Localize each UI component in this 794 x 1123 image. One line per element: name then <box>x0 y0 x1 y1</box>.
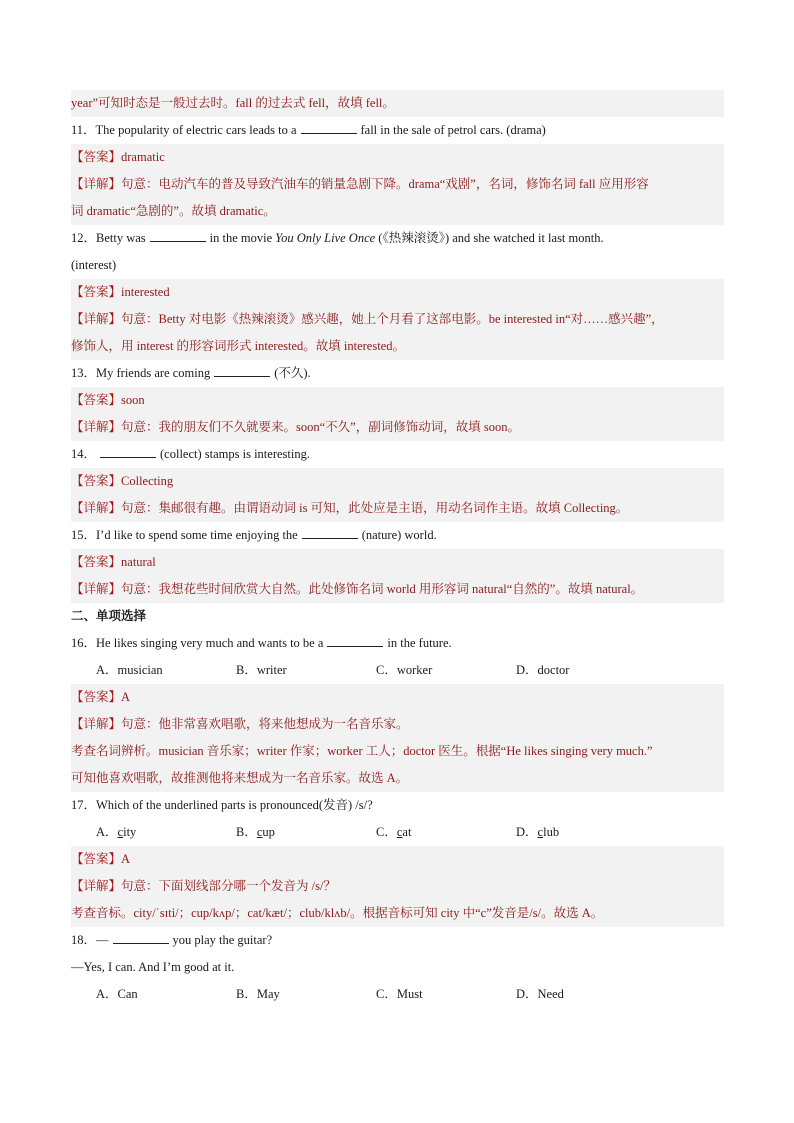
question-text: (不久). <box>274 366 311 380</box>
answer-line <box>71 90 724 117</box>
option-choice <box>96 819 236 846</box>
answer-line <box>71 414 724 441</box>
question-line <box>71 927 724 954</box>
question-text: in the future. <box>387 636 452 650</box>
answer-text: 词 dramatic“急剧的”。故填 dramatic。 <box>71 204 276 218</box>
answer-line <box>71 765 724 792</box>
answer-text: 句意：集邮很有趣。由谓语动词 is 可知，此处应是主语，用动名词作主语。故填 Collecting。 <box>121 501 629 515</box>
answer-text: 句意：他非常喜欢唱歌，将来他想成为一名音乐家。 <box>121 717 409 731</box>
answer-line <box>71 549 724 576</box>
option-choice: D．Need <box>516 987 564 1001</box>
option-choice: B．writer <box>236 663 287 677</box>
question-text: My friends are coming <box>96 366 211 380</box>
answer-line <box>71 873 724 900</box>
text-line: (interest) <box>71 258 117 272</box>
answer-text: 可知他喜欢唱歌，故推测他将来想成为一名音乐家。故选 A。 <box>71 771 409 785</box>
answer-text: 句意：电动汽车的普及导致汽油车的销量急剧下降。drama“戏剧”，名词，修饰名词 fall 应用形容 <box>121 177 649 191</box>
answer-line <box>71 711 724 738</box>
answer-text: 句意：我的朋友们不久就要来。soon“不久”，副词修饰动词，故填 soon。 <box>121 420 520 434</box>
answer-tag: 【答案】 <box>71 555 122 569</box>
option-choice <box>376 819 516 846</box>
question-number: 16． <box>71 636 97 650</box>
question-line <box>71 225 724 252</box>
answer-line <box>71 846 724 873</box>
answer-line <box>71 144 724 171</box>
option-letter: A． <box>96 825 118 839</box>
answer-line <box>71 495 724 522</box>
question-text: Betty was <box>96 231 146 245</box>
option-rest: lub <box>543 825 560 839</box>
answer-text: year”可知时态是一般过去时。fall 的过去式 fell，故填 fell。 <box>71 96 395 110</box>
answer-text: 考查音标。city/ˈsɪti/；cup/kʌp/；cat/kæt/；club/klʌb/。根据音标可知 city 中“c”发音是/s/。故选 A。 <box>71 906 604 920</box>
question-line <box>71 522 724 549</box>
answer-line <box>71 279 724 306</box>
option-choice <box>236 819 376 846</box>
answer-tag: 【详解】 <box>71 312 122 326</box>
option-letter: B． <box>236 825 257 839</box>
answer-tag: 【答案】 <box>71 852 122 866</box>
option-choice <box>516 819 656 846</box>
answer-tag: 【答案】 <box>71 150 122 164</box>
answer-tag: 【详解】 <box>71 501 122 515</box>
question-line <box>71 117 724 144</box>
question-text: in the movie <box>209 231 276 245</box>
question-line <box>71 441 724 468</box>
answer-blank <box>100 445 156 458</box>
answer-tag: 【答案】 <box>71 285 122 299</box>
text-line: —Yes, I can. And I’m good at it. <box>71 960 235 974</box>
answer-text: soon <box>121 393 145 407</box>
answer-line <box>71 576 724 603</box>
option-letter: D． <box>516 825 538 839</box>
question-text: (collect) stamps is interesting. <box>160 447 310 461</box>
answer-line <box>71 684 724 711</box>
underlined-letter: c <box>396 825 403 839</box>
option-rest: ity <box>123 825 137 839</box>
question-text: I’d like to spend some time enjoying the <box>96 528 298 542</box>
answer-blank <box>327 634 383 647</box>
option-choice: A．Can <box>96 987 138 1001</box>
question-text: fall in the sale of petrol cars. (drama) <box>360 123 546 137</box>
question-text: He likes singing very much and wants to be a <box>96 636 324 650</box>
answer-line <box>71 387 724 414</box>
answer-blank <box>214 364 270 377</box>
answer-line <box>71 468 724 495</box>
options-row <box>71 819 724 846</box>
option-rest: up <box>262 825 275 839</box>
answer-line <box>71 198 724 225</box>
answer-tag: 【详解】 <box>71 879 122 893</box>
answer-text: natural <box>121 555 156 569</box>
option-choice: B．May <box>236 987 280 1001</box>
answer-text: Collecting <box>121 474 174 488</box>
option-choice: C．worker <box>376 663 433 677</box>
option-choice: A．musician <box>96 663 163 677</box>
question-number: 11． <box>71 123 96 137</box>
underlined-letter: c <box>117 825 124 839</box>
option-rest: at <box>402 825 412 839</box>
answer-text: 句意：Betty 对电影《热辣滚烫》感兴趣，她上个月看了这部电影。be interested in“对……感兴趣”， <box>121 312 664 326</box>
question-text: (nature) world. <box>361 528 437 542</box>
answer-tag: 【答案】 <box>71 474 122 488</box>
answer-text: 句意：我想花些时间欣赏大自然。此处修饰名词 world 用形容词 natural“自然的”。故填 natural。 <box>121 582 644 596</box>
answer-line <box>71 171 724 198</box>
question-line <box>71 630 724 657</box>
option-choice: C．Must <box>376 987 423 1001</box>
question-number: 18．— <box>71 933 109 947</box>
answer-tag: 【详解】 <box>71 420 122 434</box>
option-choice: D．doctor <box>516 663 570 677</box>
answer-line <box>71 333 724 360</box>
answer-blank <box>302 526 358 539</box>
text-line: 17．Which of the underlined parts is pronounced(发音) /s/? <box>71 798 373 812</box>
answer-blank <box>113 931 169 944</box>
options-row <box>71 657 724 684</box>
question-number: 13． <box>71 366 97 380</box>
question-text: (《热辣滚烫》) and she watched it last month. <box>375 231 604 245</box>
underlined-letter: c <box>537 825 544 839</box>
question-number: 14． <box>71 447 97 461</box>
question-number: 15． <box>71 528 97 542</box>
options-row <box>71 981 724 1008</box>
answer-text: 修饰人，用 interest 的形容词形式 interested。故填 interested。 <box>71 339 405 353</box>
answer-line <box>71 306 724 333</box>
option-letter: C． <box>376 825 397 839</box>
question-number: 12． <box>71 231 97 245</box>
answer-tag: 【答案】 <box>71 690 122 704</box>
underlined-letter: c <box>256 825 263 839</box>
answer-text: A <box>121 690 131 704</box>
answer-text: 考查名词辨析。musician 音乐家；writer 作家；worker 工人；doctor 医生。根据“He likes singing very much.” <box>71 744 653 758</box>
answer-tag: 【答案】 <box>71 393 122 407</box>
answer-blank <box>301 121 357 134</box>
answer-text: A <box>121 852 131 866</box>
answer-text: dramatic <box>121 150 165 164</box>
answer-line <box>71 900 724 927</box>
answer-tag: 【详解】 <box>71 177 122 191</box>
question-text: you play the guitar? <box>172 933 273 947</box>
question-text: The popularity of electric cars leads to a <box>95 123 297 137</box>
question-line <box>71 360 724 387</box>
answer-blank <box>150 229 206 242</box>
section-heading: 二、单项选择 <box>71 609 147 623</box>
document-page <box>71 90 724 1008</box>
answer-tag: 【详解】 <box>71 717 122 731</box>
answer-text: 句意：下面划线部分哪一个发音为 /s/？ <box>121 879 336 893</box>
answer-line <box>71 738 724 765</box>
answer-tag: 【详解】 <box>71 582 122 596</box>
movie-title: You Only Live Once <box>275 231 376 245</box>
answer-text: interested <box>121 285 170 299</box>
